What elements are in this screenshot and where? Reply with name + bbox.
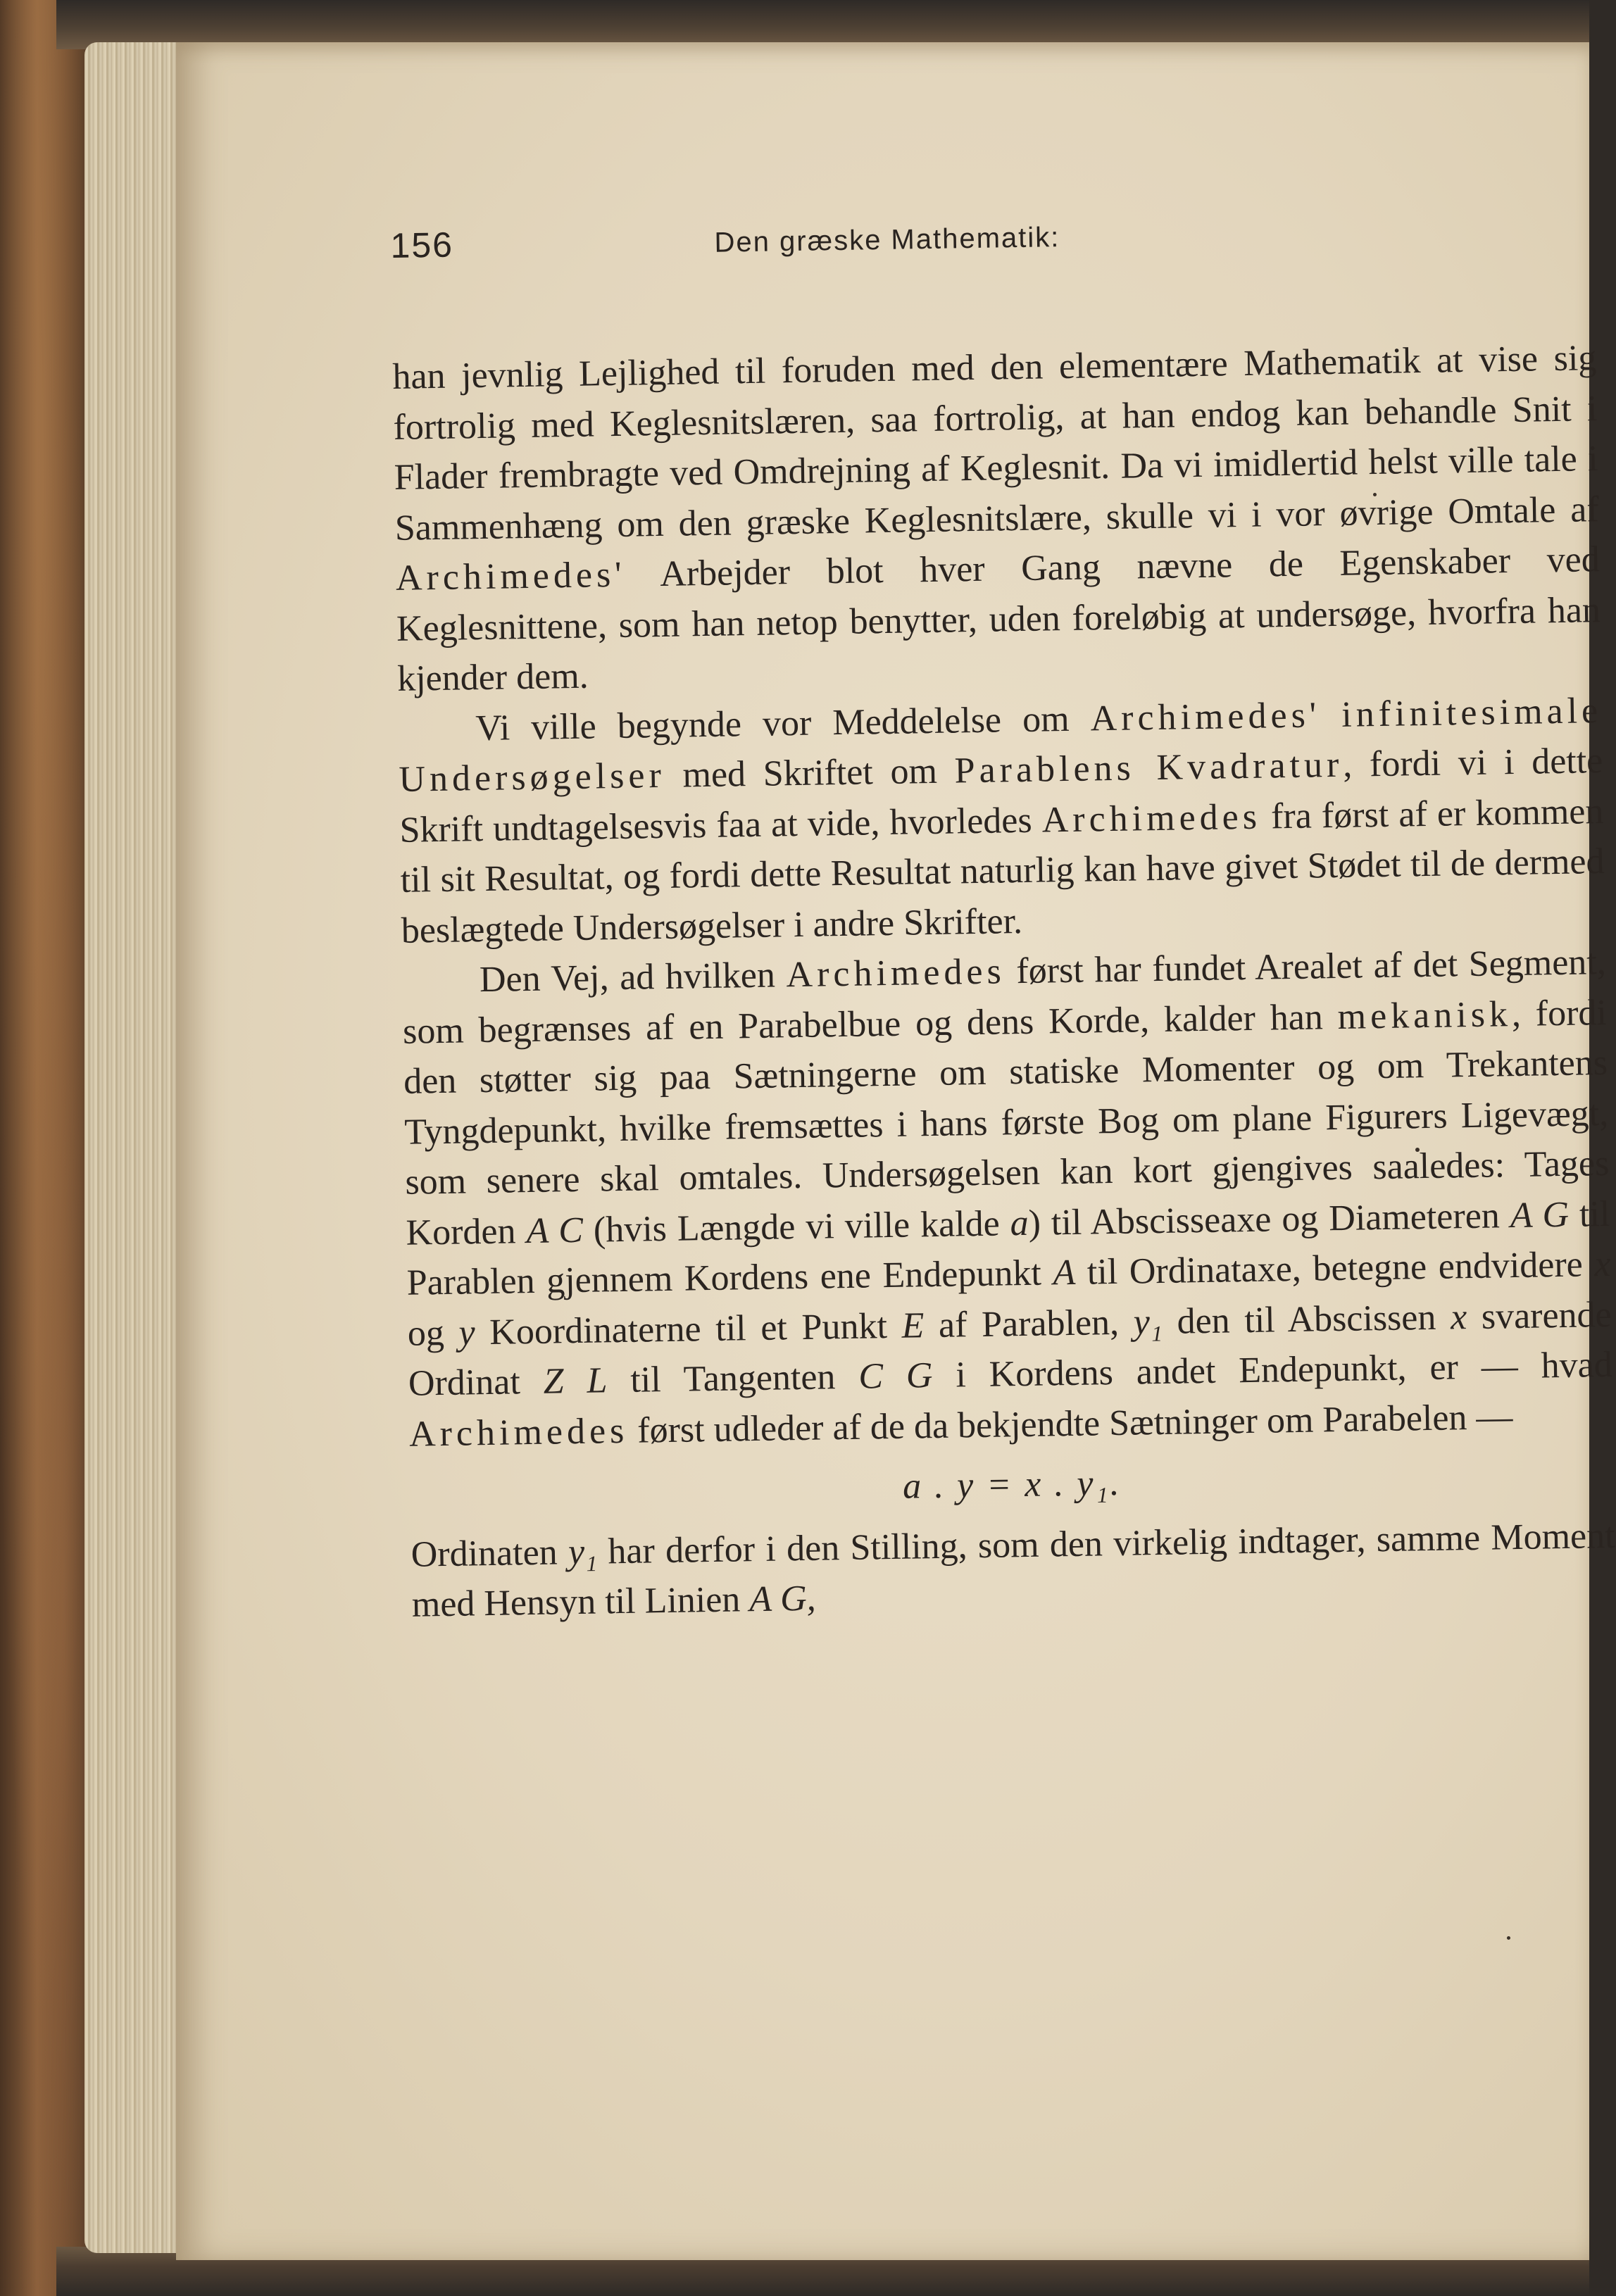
math-symbol: C G — [858, 1355, 933, 1397]
math-symbol: a — [1010, 1203, 1029, 1243]
person-name: Archimedes — [786, 951, 1006, 996]
emphasis: mekanisk — [1337, 993, 1512, 1037]
person-name: Archimedes — [408, 1410, 629, 1455]
page-body — [392, 333, 1616, 1630]
math-symbol: E — [901, 1305, 925, 1346]
math-symbol: A C — [526, 1210, 584, 1251]
math-symbol: Z L — [543, 1360, 608, 1402]
math-symbol: y₁ — [568, 1531, 598, 1572]
emphasis: Parablens Kvadratur — [954, 744, 1343, 791]
formula: a . y = x . y₁. — [902, 1462, 1122, 1507]
running-head-title: Den græske Mathematik: — [714, 222, 1060, 258]
math-symbol: x — [1450, 1296, 1467, 1338]
emphasis: infinitesimale Undersøgelser — [399, 690, 1603, 800]
page-edges — [84, 42, 190, 2253]
paragraph-3: Den Vej, ad hvilken Archimedes først har fundet Arealet af det Segment, som begrænses af en Parabelbue og dens Korde, kalder han mekanisk, fordi den støtter sig paa Sætningerne om statiske Momenter og om Trekantens Tyngdepunkt, hvilke fremsættes i hans første Bog om plane Figurers Ligevægt, som senere skal omtales. Undersøgelsen kan kort gjengives saaledes: Tages Korden A C (hvis Længde vi ville kalde a) til Abscisseaxe og Diameteren A G til Parablen gjennem Kordens ene Endepunkt A til Ordinataxe, betegne endvidere x og y Koordinaterne til et Punkt E af Parablen, y₁ den til Abscissen x svarende Ordinat Z L til Tangenten C G i Kordens andet Endepunkt, er — hvad Archimedes først udleder af de da bekjendte Sætninger om Parabelen — — [402, 941, 1613, 1455]
paragraph-4: Ordinaten y₁ har derfor i den Stilling, som den virkelig indtager, samme Moment med Hensyn til Linien A G, — [411, 1515, 1615, 1625]
page-number: 156 — [390, 225, 454, 265]
paragraph-1: han jevnlig Lejlighed til foruden med den elementære Mathematik at vise sig fortrolig med Keglesnitslæren, saa fortrolig, at han endog kan behandle Snit i Flader frembragte ved Omdrejning af Keglesnit. Da vi imidlertid helst ville tale i Sammenhæng om den græske Keglesnitslære, skulle vi i vor øvrige Omtale af Archimedes' Arbejder blot hver Gang nævne de Egenskaber ved Keglesnittene, som han netop benytter, uden foreløbig at undersøge, hvorfra han kjender dem. — [392, 338, 1601, 699]
math-symbol: y₁ — [1133, 1301, 1163, 1343]
math-symbol: y — [458, 1312, 476, 1353]
paragraph-2: Vi ville begynde vor Meddelelse om Archimedes' infinitesimale Undersøgelser med Skriftet om Parablens Kvadratur, fordi vi i dette Skrift undtagelsesvis faa at vide, hvorledes Archimedes fra først af er kommen til sit Resultat, og fordi dette Resultat naturlig kan have givet Stødet til de dermed beslægtede Undersøgelser i andre Skrifter. — [399, 690, 1605, 951]
math-symbol: A G, — [749, 1578, 817, 1620]
math-symbol: A — [1052, 1252, 1076, 1293]
paper-speck — [1507, 1936, 1510, 1940]
person-name: Archimedes — [1041, 796, 1262, 841]
book-page — [176, 42, 1615, 2260]
running-head — [390, 206, 1595, 289]
person-name: Archimedes' — [395, 554, 626, 598]
math-symbol: A G — [1510, 1194, 1570, 1236]
math-symbol: x — [1593, 1243, 1611, 1285]
person-name: Archimedes' — [1090, 694, 1321, 739]
